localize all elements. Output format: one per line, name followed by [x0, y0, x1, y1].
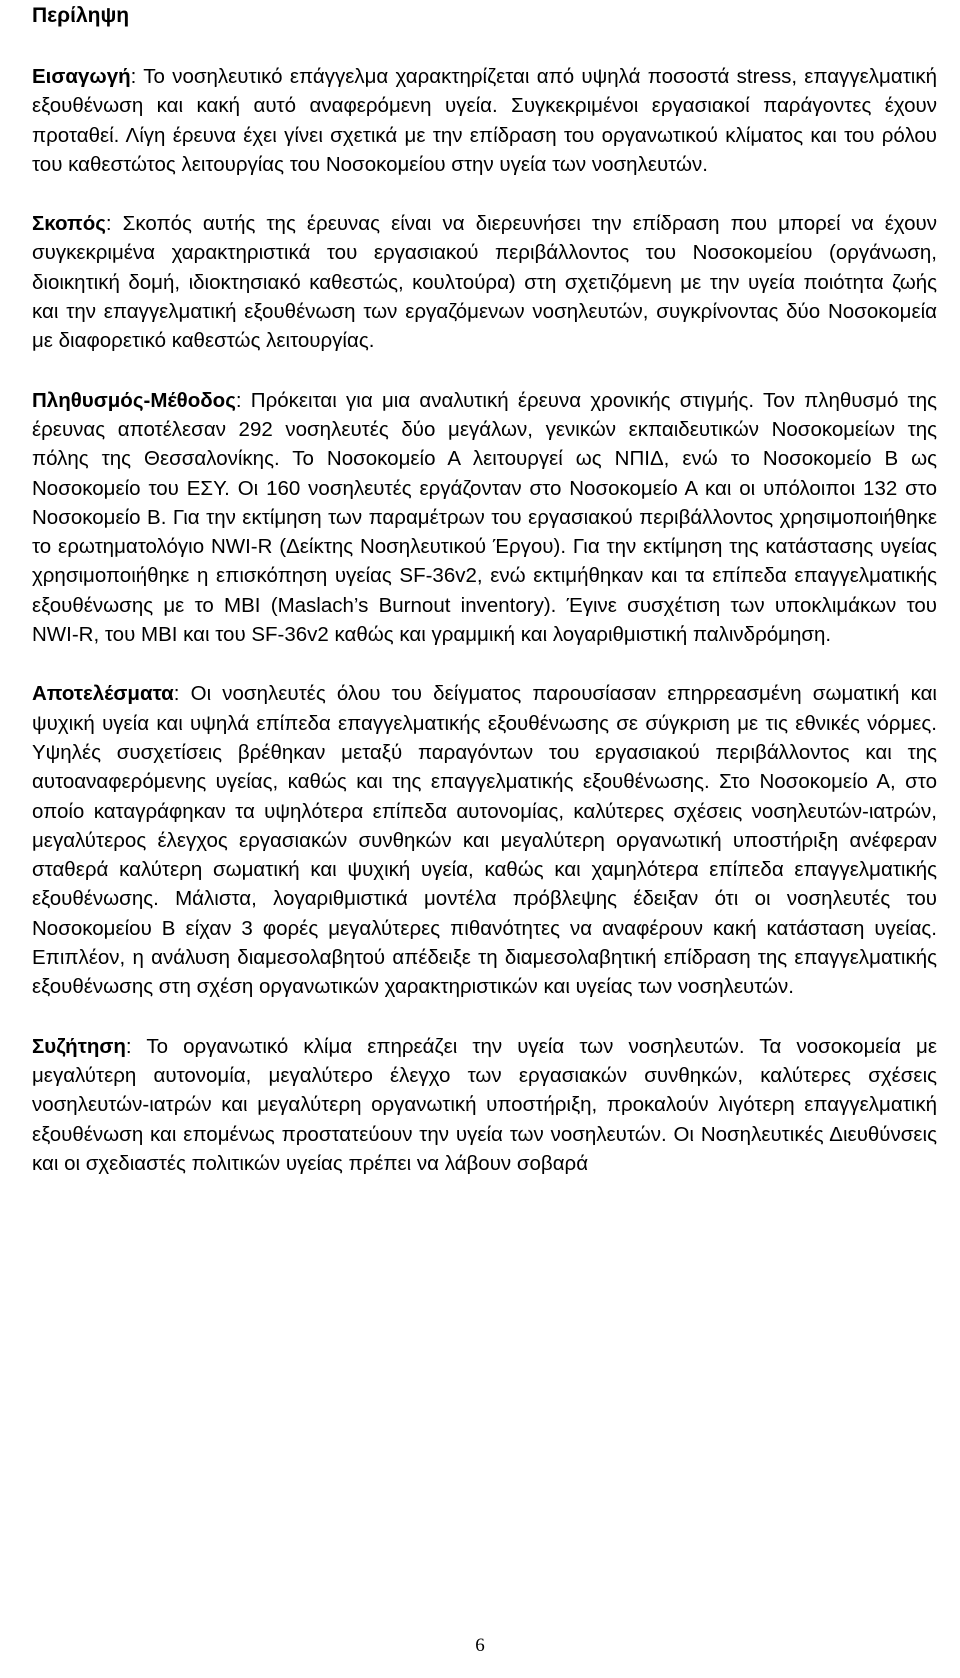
- section-aim: [32, 209, 937, 355]
- section-text: : Πρόκειται για μια αναλυτική έρευνα χρονικής στιγμής. Τον πληθυσμό της έρευνας αποτέλεσαν 292 νοσηλευτές δύο μεγάλων, γενικών εκπαιδευτικών Νοσοκομείων της πόλης της Θεσσαλονίκης. Το Νοσοκομείο Α λειτουργεί ως ΝΠΙΔ, ενώ το Νοσοκομείο Β ως Νοσοκομείο του ΕΣΥ. Οι 160 νοσηλευτές εργάζονταν στο Νοσοκομείο Α και οι υπόλοιποι 132 στο Νοσοκομείο Β. Για την εκτίμηση των παραμέτρων του εργασιακού περιβάλλοντος χρησιμοποιήθηκε το ερωτηματολόγιο NWI-R (Δείκτης Νοσηλευτικού Έργου). Για την εκτίμηση της κατάστασης υγείας χρησιμοποιήθηκε η επισκόπηση υγείας SF-36v2, ενώ εκτιμήθηκαν και τα επίπεδα επαγγελματικής εξουθένωσης με το MBI (Maslach’s Burnout inventory). Έγινε συσχέτιση των υποκλιμάκων του NWI-R, του MBI και του SF-36v2 καθώς και γραμμική και λογαριθμιστική παλινδρόμηση.: [32, 388, 937, 647]
- section-discussion: [32, 1032, 937, 1178]
- section-text: : Οι νοσηλευτές όλου του δείγματος παρουσίασαν επηρρεασμένη σωματική και ψυχική υγεία και υψηλά επίπεδα επαγγελματικής εξουθένωσης σε σύγκριση με τις εθνικές νόρμες. Υψηλές συσχετίσεις βρέθηκαν μεταξύ παραγόντων του εργασιακού περιβάλλοντος και της αυτοαναφερόμενης υγείας, καθώς και της επαγγελματικής εξουθένωσης. Στο Νοσοκομείο Α, στο οποίο καταγράφηκαν τα υψηλότερα επίπεδα αυτονομίας, καλύτερες σχέσεις νοσηλευτών-ιατρών, μεγαλύτερος έλεγχος εργασιακών συνθηκών και μεγαλύτερη οργανωτική υποστήριξη ανέφεραν σταθερά καλύτερη σωματική και ψυχική υγεία, καθώς και χαμηλότερα επίπεδα επαγγελματικής εξουθένωσης. Μάλιστα, λογαριθμιστικά μοντέλα πρόβλεψης έδειξαν ότι οι νοσηλευτές του Νοσοκομείου Β είχαν 3 φορές μεγαλύτερες πιθανότητες να αναφέρουν κακή κατάσταση υγείας. Επιπλέον, η ανάλυση διαμεσολαβητού απέδειξε τη διαμεσολαβητική επίδραση της επαγγελματικής εξουθένωσης στη σχέση οργανωτικών χαρακτηριστικών και υγείας των νοσηλευτών.: [32, 682, 937, 999]
- section-text: : Το νοσηλευτικό επάγγελμα χαρακτηρίζεται από υψηλά ποσοστά stress, επαγγελματική εξουθένωση και κακή αυτό αναφερόμενη υγεία. Συγκεκριμένοι εργασιακοί παράγοντες έχουν προταθεί. Λίγη έρευνα έχει γίνει σχετικά με την επίδραση του οργανωτικού κλίματος και του ρόλου του καθεστώτος λειτουργίας του Νοσοκομείου στην υγεία των νοσηλευτών.: [32, 65, 937, 176]
- section-label: Συζήτηση: [32, 1034, 126, 1058]
- section-label: Εισαγωγή: [32, 65, 131, 88]
- section-results: [32, 679, 937, 1001]
- page-title: Περίληψη: [32, 4, 130, 27]
- document-page: [32, 0, 937, 1208]
- section-label: Αποτελέσματα: [32, 682, 174, 706]
- section-label: Σκοπός: [32, 212, 106, 236]
- page-number: 6: [475, 1635, 485, 1656]
- section-introduction: [32, 62, 937, 179]
- section-population-method: [32, 386, 937, 650]
- section-label: Πληθυσμός-Μέθοδος: [32, 388, 236, 412]
- section-text: : Σκοπός αυτής της έρευνας είναι να διερευνήσει την επίδραση που μπορεί να έχουν συγκεκριμένα χαρακτηριστικά του εργασιακού περιβάλλοντος του Νοσοκομείου (οργάνωση, διοικητική δομή, ιδιοκτησιακό καθεστώς, κουλτούρα) στη σχετιζόμενη με την υγεία ποιότητα ζωής και την επαγγελματική εξουθένωση των εργαζόμενων νοσηλευτών, συγκρίνοντας δύο Νοσοκομεία με διαφορετικό καθεστώς λειτουργίας.: [32, 212, 937, 353]
- section-text: : Το οργανωτικό κλίμα επηρεάζει την υγεία των νοσηλευτών. Τα νοσοκομεία με μεγαλύτερη αυτονομία, μεγαλύτερο έλεγχο των εργασιακών συνθηκών, καλύτερες σχέσεις νοσηλευτών-ιατρών και μεγαλύτερη οργανωτική υποστήριξη, προκαλούν λιγότερη επαγγελματική εξουθένωση και επομένως προστατεύουν την υγεία των νοσηλευτών. Οι Νοσηλευτικές Διευθύνσεις και οι σχεδιαστές πολιτικών υγείας πρέπει να λάβουν σοβαρά: [32, 1034, 937, 1175]
